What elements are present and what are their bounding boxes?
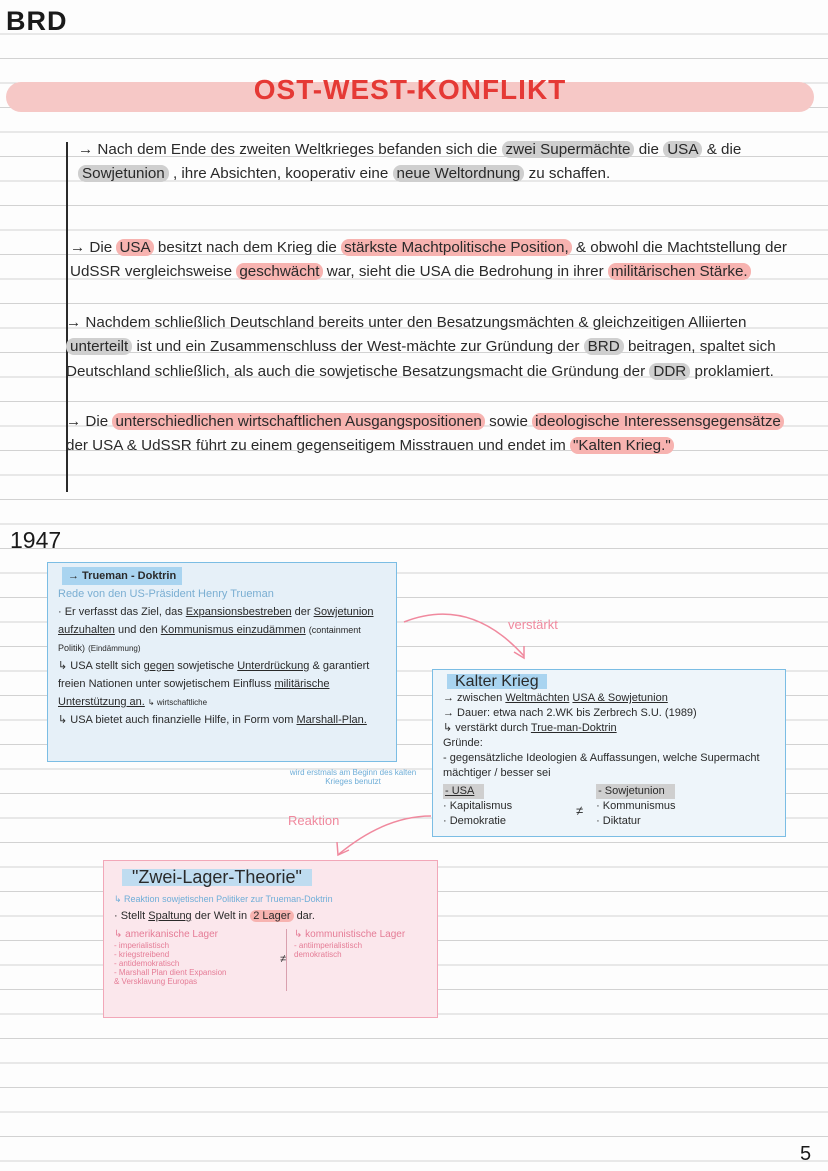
highlight: stärkste Machtpolitische Position, — [341, 239, 572, 256]
text: · Stellt — [114, 910, 146, 922]
trueman-doktrin-box — [47, 562, 397, 762]
text: beitragen, spaltet sich Deutschland schließlich, als auch die sowjetische Besatzungsmacht die Gründung der — [66, 338, 776, 380]
kk-neq-icon: ≠ — [576, 803, 584, 818]
text: ↳ verstärkt durch — [443, 722, 529, 734]
lager-neq-icon: ≠ — [280, 953, 287, 965]
paragraph-4 — [66, 410, 796, 459]
text: → Nachdem schließlich Deutschland bereits unter den Besatzungsmächten & gleichzeitigen Alliierten — [66, 314, 747, 331]
text: (containment Politik) — [58, 625, 361, 653]
year-label: 1947 — [10, 527, 62, 553]
text: besitzt nach dem Krieg die — [157, 239, 337, 256]
text: gegen — [143, 660, 175, 672]
paragraph-1 — [78, 138, 793, 187]
text: proklamiert. — [694, 362, 774, 380]
lager-divider — [286, 929, 287, 991]
text: dar. — [296, 910, 315, 922]
highlight: "Kalten Krieg." — [570, 437, 674, 454]
zwei-lager-box — [103, 860, 438, 1018]
text: war, sieht die USA die Bedrohung in ihrer — [326, 263, 604, 281]
text: sowie — [489, 413, 528, 430]
highlight: 2 Lager — [250, 910, 293, 922]
text: - USA — [443, 784, 484, 799]
highlight: Sowjetunion — [78, 165, 169, 182]
text: - kriegstreibend — [114, 950, 170, 959]
text: True-man-Doktrin — [530, 722, 617, 734]
text: ↳ kommunistische Lager — [294, 929, 406, 940]
trueman-subtitle: Rede von den US-Präsident Henry Trueman — [58, 588, 274, 600]
text: → Nach dem Ende des zweiten Weltkrieges befanden sich die — [78, 141, 498, 158]
text: ist und ein Zusammenschluss der West-mächte zur Gründung der — [136, 338, 580, 356]
text: , ihre Absichten, kooperativ eine — [172, 165, 389, 183]
page-number: 5 — [800, 1143, 812, 1165]
text: Spaltung — [148, 910, 192, 922]
text: & Versklavung Europas — [114, 977, 198, 986]
kk-line: → Dauer: etwa nach 2.WK bis Zerbrech S.U. (1989) — [443, 707, 697, 719]
highlight: neue Weltordnung — [393, 165, 525, 182]
text: Kommunismus einzudämmen — [160, 624, 306, 636]
text: Expansionsbestreben — [185, 606, 292, 618]
text: der USA & UdSSR führt zu einem gegenseitigem Misstrauen und endet im — [66, 437, 566, 455]
page-title: OST-WEST-KONFLIKT — [253, 74, 567, 105]
lager-subtitle: ↳ Reaktion sowjetischen Politiker zur Trueman-Doktrin — [114, 894, 333, 904]
highlight: BRD — [584, 338, 624, 355]
text: - Marshall Plan dient Expansion — [114, 968, 227, 977]
text: - Sowjetunion — [596, 784, 675, 799]
trueman-line — [58, 603, 386, 657]
text: ↳ USA bietet auch finanzielle Hilfe, in Form vom — [58, 714, 294, 726]
paragraph-2 — [70, 236, 796, 285]
text: USA & Sowjetunion — [572, 692, 668, 704]
text: ↳ USA stellt sich — [58, 660, 141, 672]
note-reaktion: Reaktion — [288, 813, 340, 828]
kalter-krieg-box — [432, 669, 786, 837]
highlight: ideologische Interessensgegensätze — [532, 413, 784, 430]
lager-left-column — [114, 929, 280, 986]
text: & die — [706, 141, 742, 158]
zwei-lager-title: "Zwei-Lager-Theorie" — [122, 869, 312, 886]
text: demokratisch — [294, 950, 342, 959]
text: der Welt in — [194, 910, 248, 922]
text: - antidemokratisch — [114, 959, 180, 968]
highlight: unterschiedlichen wirtschaftlichen Ausgangspositionen — [112, 413, 484, 430]
note-verstaerkt: verstärkt — [508, 617, 558, 632]
text: Sowjetunion aufzuhalten — [58, 606, 374, 636]
kalter-krieg-title: Kalter Krieg — [447, 674, 547, 689]
lager-right-column — [294, 929, 444, 959]
text: & obwohl die Machtstellung der UdSSR vergleichsweise — [70, 239, 787, 281]
text: Weltmächten — [505, 692, 570, 704]
highlight: USA — [116, 239, 153, 256]
text: - antiimperialistisch — [294, 941, 363, 950]
text: · Kapitalismus — [443, 800, 513, 812]
text: sowjetische — [177, 660, 235, 672]
highlight: unterteilt — [66, 338, 132, 355]
text: · Diktatur — [596, 815, 641, 827]
text: (Eindämmung) — [88, 644, 141, 653]
arrow-reaktion-icon — [325, 810, 435, 860]
highlight: militärischen Stärke. — [608, 263, 751, 280]
text: · Kommunismus — [596, 800, 676, 812]
kk-line — [443, 721, 775, 736]
text: und den — [117, 624, 158, 636]
trueman-line — [58, 711, 386, 729]
kk-su-column — [596, 784, 766, 829]
text: → zwischen — [443, 692, 503, 704]
trueman-doktrin-title: → Trueman - Doktrin — [62, 567, 182, 585]
note-erstmals: wird erstmals am Beginn des kalten Krieges benutzt — [289, 768, 417, 786]
text: ↳ amerikanische Lager — [114, 929, 218, 940]
text: & garantiert freien Nationen unter sowjetischem Einfluss — [58, 660, 370, 690]
kk-gruende: Gründe: — [443, 737, 483, 749]
text: · Demokratie — [443, 815, 506, 827]
text: die — [638, 141, 659, 158]
lager-line — [114, 908, 427, 925]
text: der — [294, 606, 311, 618]
kk-usa-column — [443, 784, 593, 829]
lager-columns — [114, 929, 427, 991]
text: - imperialistisch — [114, 941, 170, 950]
paragraph-3 — [66, 311, 796, 384]
trueman-line — [58, 657, 386, 711]
highlight: zwei Supermächte — [502, 141, 635, 158]
text: zu schaffen. — [528, 165, 611, 183]
highlight: geschwächt — [236, 263, 322, 280]
highlight: DDR — [649, 363, 690, 380]
arrow-verstaerkt-icon — [400, 600, 540, 670]
highlight: USA — [663, 141, 702, 158]
text: · Er verfasst das Ziel, das — [58, 606, 183, 618]
text: → Die — [66, 413, 109, 430]
text: ↳ wirtschaftliche — [147, 698, 208, 707]
text: Unterdrückung — [237, 660, 310, 672]
text: → Die — [70, 239, 113, 256]
kk-line — [443, 691, 775, 706]
corner-label: BRD — [6, 6, 68, 36]
text: Marshall-Plan. — [296, 714, 367, 726]
text: militärische Unterstützung an. — [58, 678, 330, 708]
kk-line: - gegensätzliche Ideologien & Auffassungen, welche Supermacht mächtiger / besser sei — [443, 752, 760, 779]
kk-comparison — [443, 784, 775, 829]
